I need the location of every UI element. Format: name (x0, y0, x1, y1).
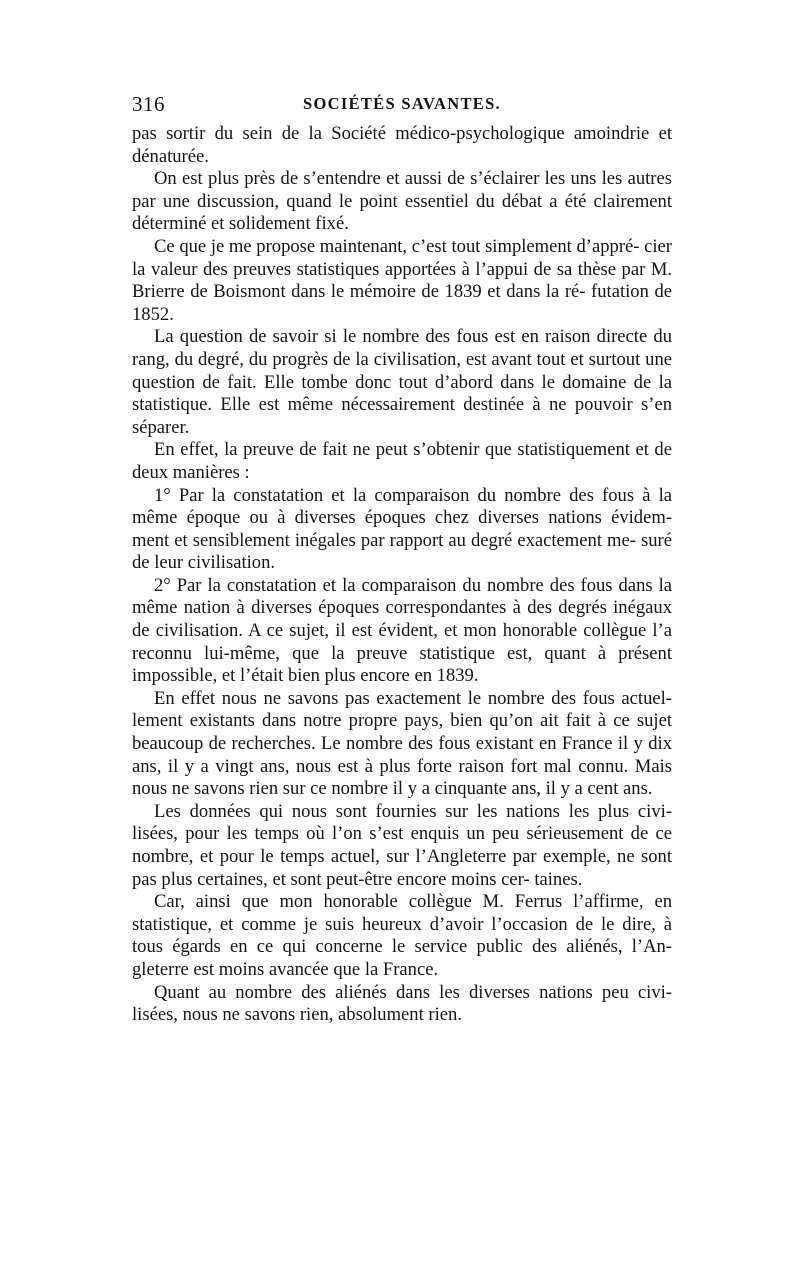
paragraph: Les données qui nous sont fournies sur les nations les plus civi- lisées, pour les temps où l’on s’est enquis un peu sérieusement de ce nombre, et pour le temps actuel, sur l’Angleterre par exemple, ne sont pas plus certaines, et sont peut-être encore moins cer- taines. (132, 800, 672, 890)
paragraph: Ce que je me propose maintenant, c’est tout simplement d’appré- cier la valeur des preuves statistiques apportées à l’appui de sa thèse par M. Brierre de Boismont dans le mémoire de 1839 et dans la ré- futation de 1852. (132, 235, 672, 325)
list-item-2: 2° Par la constatation et la comparaison du nombre des fous dans la même nation à diverses époques correspondantes à des degrés inégaux de civilisation. A ce sujet, il est évident, et mon honorable collègue l’a reconnu lui-même, que la preuve statistique est, quant à présent impossible, et l’était bien plus encore en 1839. (132, 574, 672, 687)
paragraph: Car, ainsi que mon honorable collègue M. Ferrus l’affirme, en statistique, et comme je suis heureux d’avoir l’occasion de le dire, à tous égards en ce qui concerne le service public des aliénés, l’An- gleterre est moins avancée que la France. (132, 891, 672, 980)
page-number: 316 (132, 92, 165, 116)
paragraph: La question de savoir si le nombre des fous est en raison directe du rang, du degré, du progrès de la civilisation, est avant tout et surtout une question de fait. Elle tombe donc tout d’abord dans le domaine de la statistique. Elle est même nécessairement destinée à ne pouvoir s’en séparer. (132, 326, 672, 438)
paragraph: En effet nous ne savons pas exactement le nombre des fous actuel- lement existants dans notre propre pays, bien qu’on ait fait à ce sujet beaucoup de recherches. Le nombre des fous existant en France il y dix ans, il y a vingt ans, nous est à plus forte raison fort mal connu. Mais nous ne savons rien sur ce nombre il y a cinquante ans, il y a cent ans. (132, 687, 672, 800)
running-title: SOCIÉTÉS SAVANTES. (303, 94, 501, 113)
page-header (132, 92, 672, 116)
paragraph: Quant au nombre des aliénés dans les diverses nations peu civi- lisées, nous ne savons rien, absolument rien. (132, 981, 672, 1026)
paragraph: On est plus près de s’entendre et aussi de s’éclairer les uns les autres par une discussion, quand le point essentiel du débat a été clairement déterminé et solidement fixé. (132, 168, 672, 235)
list-item-1: 1° Par la constatation et la comparaison du nombre des fous à la même époque ou à diverses époques chez diverses nations évidem- ment et sensiblement inégales par rapport au degré exactement me- suré de leur civilisation. (132, 484, 672, 574)
body-text (132, 123, 672, 1027)
paragraph-continuation: pas sortir du sein de la Société médico-psychologique amoindrie et dénaturée. (132, 123, 672, 167)
paragraph: En effet, la preuve de fait ne peut s’obtenir que statistiquement et de deux manières : (132, 439, 672, 483)
